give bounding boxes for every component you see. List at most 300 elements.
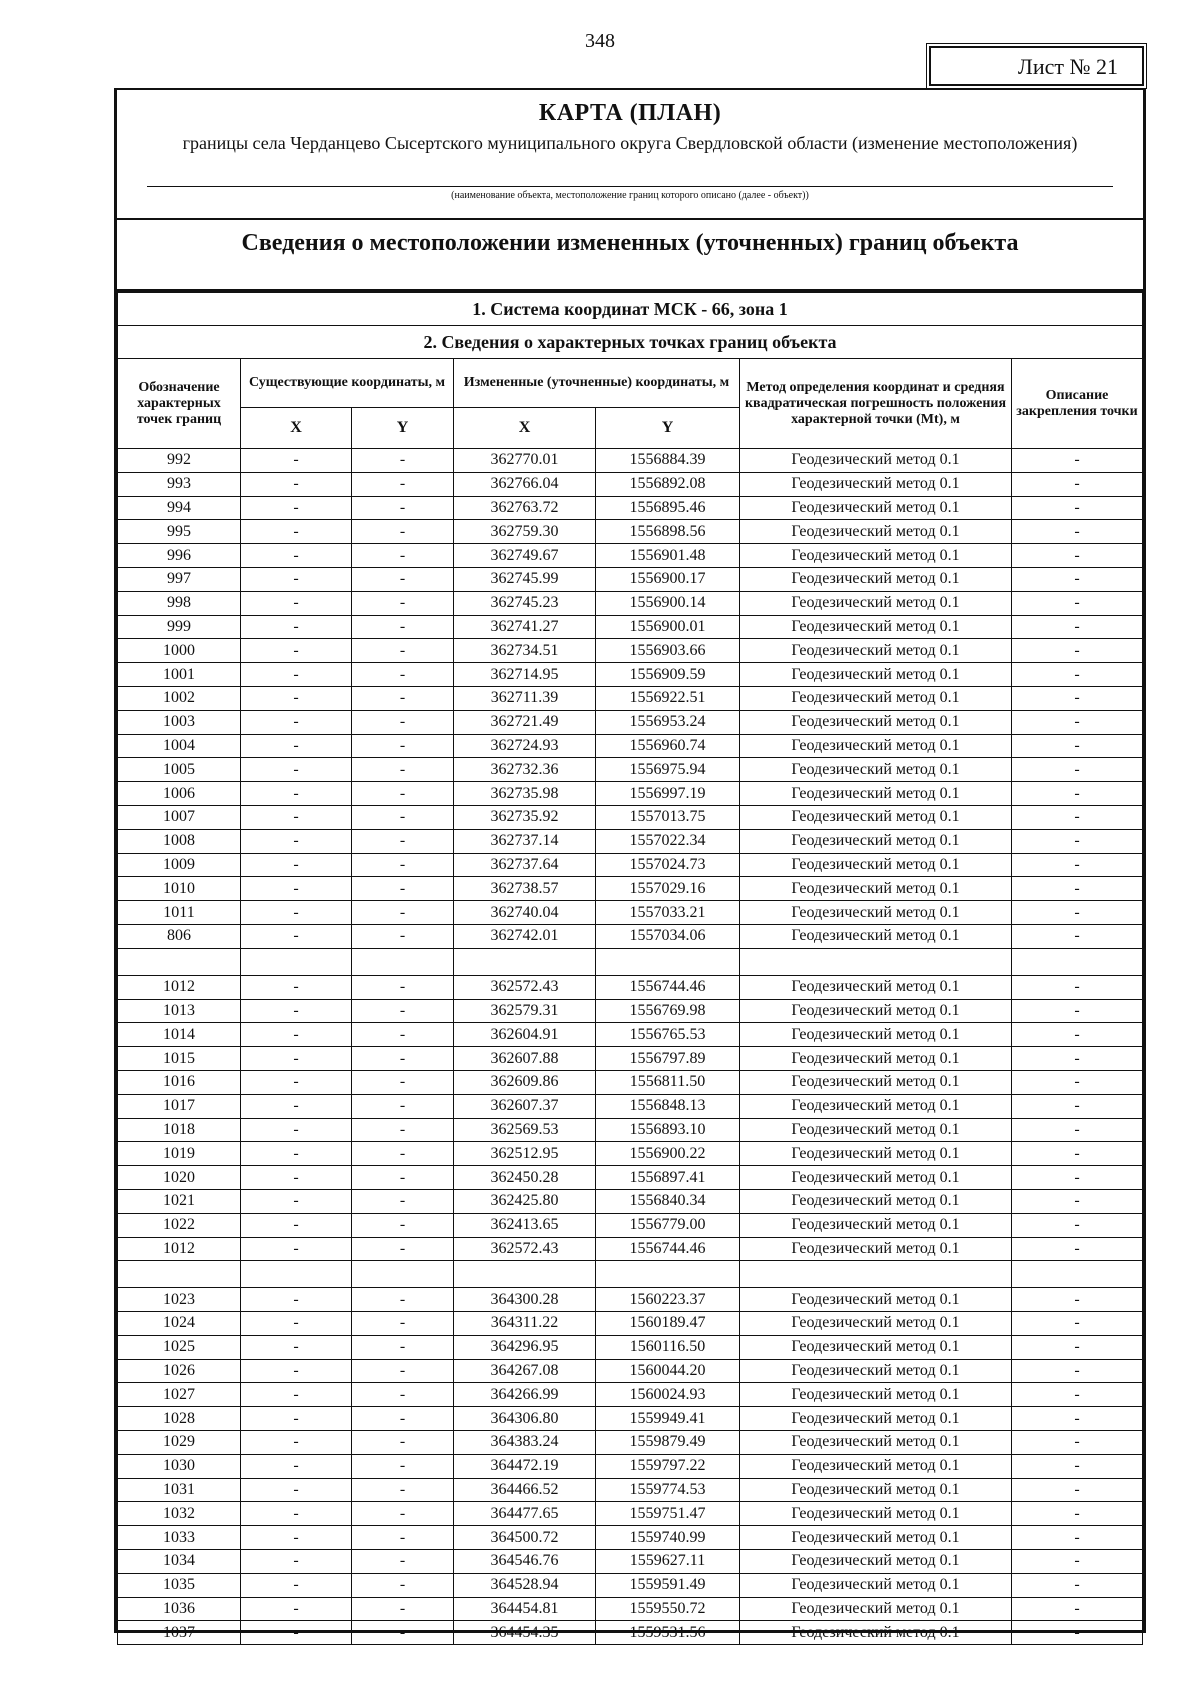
cell-existing-y: - [352, 734, 454, 758]
cell-method: Геодезический метод 0.1 [740, 615, 1012, 639]
cell-fixing: - [1012, 663, 1143, 687]
cell-existing-y: - [352, 615, 454, 639]
cell-method: Геодезический метод 0.1 [740, 1431, 1012, 1455]
cell-changed-x: 362737.14 [454, 829, 596, 853]
cell-method: Геодезический метод 0.1 [740, 663, 1012, 687]
cell-changed-x: 362734.51 [454, 639, 596, 663]
cell-changed-y: 1557022.34 [596, 829, 740, 853]
cell-existing-x: - [241, 1166, 352, 1190]
cell-method: Геодезический метод 0.1 [740, 805, 1012, 829]
table-row [118, 805, 1143, 829]
cell-changed-y: 1559797.22 [596, 1454, 740, 1478]
cell-method: Геодезический метод 0.1 [740, 1359, 1012, 1383]
cell-changed-y: 1559949.41 [596, 1407, 740, 1431]
cell-changed-y: 1556884.39 [596, 449, 740, 473]
table-row [118, 1047, 1143, 1071]
col-changed-header: Измененные (уточненные) координаты, м [454, 359, 740, 408]
cell-existing-y: - [352, 1526, 454, 1550]
table-row [118, 639, 1143, 663]
table-row [118, 1383, 1143, 1407]
cell-existing-x: - [241, 734, 352, 758]
cell-existing-y: - [352, 1383, 454, 1407]
cell-fixing [1012, 1261, 1143, 1288]
cell-changed-x: 364528.94 [454, 1573, 596, 1597]
cell-fixing: - [1012, 782, 1143, 806]
cell-point-id: 1014 [118, 1023, 241, 1047]
cell-changed-x: 362724.93 [454, 734, 596, 758]
table-row [118, 1094, 1143, 1118]
cell-point-id: 998 [118, 591, 241, 615]
cell-point-id: 1001 [118, 663, 241, 687]
table-spacer-row [118, 1261, 1143, 1288]
cell-changed-y: 1560044.20 [596, 1359, 740, 1383]
cell-changed-y: 1559591.49 [596, 1573, 740, 1597]
cell-changed-y: 1556895.46 [596, 496, 740, 520]
cell-changed-x: 362607.37 [454, 1094, 596, 1118]
cell-point-id: 1022 [118, 1213, 241, 1237]
cell-changed-y: 1560116.50 [596, 1335, 740, 1359]
cell-point-id: 1017 [118, 1094, 241, 1118]
cell-point-id: 1021 [118, 1189, 241, 1213]
cell-existing-x [241, 948, 352, 975]
cell-existing-y: - [352, 853, 454, 877]
cell-changed-x: 362569.53 [454, 1118, 596, 1142]
cell-method: Геодезический метод 0.1 [740, 1454, 1012, 1478]
cell-fixing: - [1012, 805, 1143, 829]
cell-method: Геодезический метод 0.1 [740, 1288, 1012, 1312]
col-existing-x-header: X [241, 408, 352, 449]
cell-changed-y: 1556900.17 [596, 567, 740, 591]
cell-existing-y: - [352, 591, 454, 615]
cell-existing-x: - [241, 1502, 352, 1526]
cell-method: Геодезический метод 0.1 [740, 472, 1012, 496]
cell-method: Геодезический метод 0.1 [740, 734, 1012, 758]
cell-changed-x: 362766.04 [454, 472, 596, 496]
document-frame [114, 88, 1146, 1641]
cell-existing-x: - [241, 924, 352, 948]
cell-method [740, 1261, 1012, 1288]
cell-changed-y: 1556897.41 [596, 1166, 740, 1190]
cell-method: Геодезический метод 0.1 [740, 449, 1012, 473]
cell-method: Геодезический метод 0.1 [740, 1526, 1012, 1550]
cell-existing-x: - [241, 758, 352, 782]
cell-existing-y: - [352, 544, 454, 568]
cell-point-id: 995 [118, 520, 241, 544]
cell-changed-x: 362512.95 [454, 1142, 596, 1166]
cell-fixing: - [1012, 829, 1143, 853]
cell-changed-y: 1556898.56 [596, 520, 740, 544]
cell-point-id: 994 [118, 496, 241, 520]
cell-point-id: 1011 [118, 901, 241, 925]
cell-method: Геодезический метод 0.1 [740, 877, 1012, 901]
table-row [118, 1597, 1143, 1621]
cell-changed-x: 362735.92 [454, 805, 596, 829]
cell-existing-x: - [241, 1359, 352, 1383]
cell-existing-x: - [241, 1550, 352, 1574]
cell-method: Геодезический метод 0.1 [740, 829, 1012, 853]
points-heading: 2. Сведения о характерных точках границ объекта [118, 326, 1143, 359]
cell-changed-y: 1556975.94 [596, 758, 740, 782]
cell-existing-x: - [241, 1023, 352, 1047]
cell-existing-x: - [241, 663, 352, 687]
cell-fixing: - [1012, 1383, 1143, 1407]
cell-existing-x: - [241, 1526, 352, 1550]
cell-existing-y: - [352, 1573, 454, 1597]
cell-existing-x: - [241, 901, 352, 925]
cell-changed-x: 362735.98 [454, 782, 596, 806]
cell-existing-y: - [352, 1550, 454, 1574]
cell-changed-x: 362714.95 [454, 663, 596, 687]
cell-existing-y: - [352, 1118, 454, 1142]
cell-fixing: - [1012, 877, 1143, 901]
page-number: 348 [585, 30, 615, 52]
cell-fixing: - [1012, 1166, 1143, 1190]
table-row [118, 1023, 1143, 1047]
cell-changed-y: 1557034.06 [596, 924, 740, 948]
cell-existing-y: - [352, 710, 454, 734]
cell-point-id: 1035 [118, 1573, 241, 1597]
table-row [118, 1288, 1143, 1312]
cell-point-id: 1033 [118, 1526, 241, 1550]
cell-method [740, 948, 1012, 975]
cell-point-id: 1037 [118, 1621, 241, 1645]
table-row [118, 710, 1143, 734]
cell-existing-y: - [352, 1023, 454, 1047]
cell-existing-x: - [241, 1621, 352, 1645]
table-row [118, 472, 1143, 496]
cell-changed-y: 1556903.66 [596, 639, 740, 663]
cell-point-id: 993 [118, 472, 241, 496]
cell-fixing: - [1012, 853, 1143, 877]
cell-method: Геодезический метод 0.1 [740, 496, 1012, 520]
cell-fixing: - [1012, 1359, 1143, 1383]
table-row [118, 1335, 1143, 1359]
cell-existing-x: - [241, 472, 352, 496]
cell-fixing: - [1012, 496, 1143, 520]
table-row [118, 829, 1143, 853]
cell-existing-y: - [352, 877, 454, 901]
cell-existing-y: - [352, 1621, 454, 1645]
cell-fixing: - [1012, 1237, 1143, 1261]
cell-changed-x: 362763.72 [454, 496, 596, 520]
cell-method: Геодезический метод 0.1 [740, 1094, 1012, 1118]
cell-changed-x: 364311.22 [454, 1312, 596, 1336]
cell-method: Геодезический метод 0.1 [740, 1573, 1012, 1597]
table-row [118, 591, 1143, 615]
cell-existing-y: - [352, 1288, 454, 1312]
cell-existing-y: - [352, 1094, 454, 1118]
cell-existing-y [352, 1261, 454, 1288]
cell-changed-y: 1556769.98 [596, 999, 740, 1023]
cell-changed-y: 1556960.74 [596, 734, 740, 758]
cell-method: Геодезический метод 0.1 [740, 1621, 1012, 1645]
cell-changed-x: 362604.91 [454, 1023, 596, 1047]
cell-point-id: 1018 [118, 1118, 241, 1142]
underline-divider [147, 186, 1113, 187]
cell-point-id: 996 [118, 544, 241, 568]
cell-fixing: - [1012, 567, 1143, 591]
cell-existing-y: - [352, 686, 454, 710]
cell-method: Геодезический метод 0.1 [740, 686, 1012, 710]
cell-point-id: 1023 [118, 1288, 241, 1312]
cell-point-id: 1029 [118, 1431, 241, 1455]
col-method-header: Метод определения координат и средняя квадратическая погрешность положения характерной точки (Mt), м [740, 359, 1012, 449]
cell-existing-x: - [241, 496, 352, 520]
cell-changed-y: 1556811.50 [596, 1070, 740, 1094]
cell-point-id: 1016 [118, 1070, 241, 1094]
table-row [118, 734, 1143, 758]
cell-changed-x: 364266.99 [454, 1383, 596, 1407]
cell-changed-x: 362732.36 [454, 758, 596, 782]
cell-changed-x: 364300.28 [454, 1288, 596, 1312]
cell-fixing: - [1012, 734, 1143, 758]
table-row [118, 1621, 1143, 1645]
table-row [118, 1407, 1143, 1431]
cell-method: Геодезический метод 0.1 [740, 1070, 1012, 1094]
cell-point-id: 1007 [118, 805, 241, 829]
cell-point-id: 1000 [118, 639, 241, 663]
object-caption-note: (наименование объекта, местоположение границ которого описано (далее - объект)) [451, 190, 809, 201]
cell-changed-x: 362759.30 [454, 520, 596, 544]
cell-changed-x: 364546.76 [454, 1550, 596, 1574]
cell-existing-x: - [241, 829, 352, 853]
cell-changed-y: 1560223.37 [596, 1288, 740, 1312]
cell-point-id: 1032 [118, 1502, 241, 1526]
cell-changed-x: 362572.43 [454, 975, 596, 999]
cell-changed-y: 1556900.14 [596, 591, 740, 615]
cell-changed-x: 362740.04 [454, 901, 596, 925]
cell-changed-x: 364472.19 [454, 1454, 596, 1478]
cell-changed-x: 362572.43 [454, 1237, 596, 1261]
cell-changed-x: 364500.72 [454, 1526, 596, 1550]
cell-existing-x: - [241, 1312, 352, 1336]
cell-existing-x: - [241, 877, 352, 901]
table-row [118, 615, 1143, 639]
cell-existing-y [352, 948, 454, 975]
cell-fixing: - [1012, 449, 1143, 473]
cell-fixing: - [1012, 520, 1143, 544]
cell-existing-x [241, 1261, 352, 1288]
cell-fixing: - [1012, 1047, 1143, 1071]
cell-existing-y: - [352, 1312, 454, 1336]
cell-existing-x: - [241, 1478, 352, 1502]
cell-existing-y: - [352, 1335, 454, 1359]
cell-existing-x: - [241, 1047, 352, 1071]
coordinate-system-label: 1. Система координат МСК - 66, зона 1 [118, 293, 1143, 326]
cell-changed-x [454, 948, 596, 975]
cell-method: Геодезический метод 0.1 [740, 639, 1012, 663]
cell-changed-y: 1556901.48 [596, 544, 740, 568]
cell-changed-y: 1559740.99 [596, 1526, 740, 1550]
cell-fixing: - [1012, 1573, 1143, 1597]
cell-changed-x: 362737.64 [454, 853, 596, 877]
cell-method: Геодезический метод 0.1 [740, 1237, 1012, 1261]
cell-point-id: 1003 [118, 710, 241, 734]
cell-method: Геодезический метод 0.1 [740, 591, 1012, 615]
cell-existing-x: - [241, 1335, 352, 1359]
cell-fixing: - [1012, 1189, 1143, 1213]
cell-method: Геодезический метод 0.1 [740, 1047, 1012, 1071]
cell-point-id [118, 948, 241, 975]
cell-point-id: 1012 [118, 975, 241, 999]
cell-existing-x: - [241, 686, 352, 710]
cell-changed-y: 1556744.46 [596, 1237, 740, 1261]
cell-existing-y: - [352, 1142, 454, 1166]
cell-existing-x: - [241, 520, 352, 544]
table-row [118, 1312, 1143, 1336]
cell-changed-y: 1556922.51 [596, 686, 740, 710]
cell-changed-y: 1556779.00 [596, 1213, 740, 1237]
cell-method: Геодезический метод 0.1 [740, 782, 1012, 806]
cell-existing-x: - [241, 1213, 352, 1237]
cell-changed-y: 1560189.47 [596, 1312, 740, 1336]
cell-fixing: - [1012, 544, 1143, 568]
cell-existing-y: - [352, 1478, 454, 1502]
cell-changed-y [596, 948, 740, 975]
table-row [118, 1142, 1143, 1166]
cell-existing-y: - [352, 829, 454, 853]
cell-fixing [1012, 948, 1143, 975]
cell-changed-y: 1557024.73 [596, 853, 740, 877]
title-block [117, 90, 1143, 220]
table-row [118, 901, 1143, 925]
cell-method: Геодезический метод 0.1 [740, 1023, 1012, 1047]
cell-changed-x: 362579.31 [454, 999, 596, 1023]
cell-point-id: 1005 [118, 758, 241, 782]
cell-fixing: - [1012, 1312, 1143, 1336]
cell-method: Геодезический метод 0.1 [740, 1189, 1012, 1213]
cell-point-id: 1031 [118, 1478, 241, 1502]
sheet-number-box: Лист № 21 [929, 46, 1144, 86]
cell-existing-x: - [241, 615, 352, 639]
cell-point-id: 1015 [118, 1047, 241, 1071]
table-row [118, 1118, 1143, 1142]
cell-existing-y: - [352, 758, 454, 782]
table-row [118, 544, 1143, 568]
cell-existing-x: - [241, 1597, 352, 1621]
table-row [118, 924, 1143, 948]
cell-existing-y: - [352, 472, 454, 496]
cell-fixing: - [1012, 1142, 1143, 1166]
cell-changed-y: 1559627.11 [596, 1550, 740, 1574]
cell-changed-x: 362770.01 [454, 449, 596, 473]
cell-fixing: - [1012, 472, 1143, 496]
cell-method: Геодезический метод 0.1 [740, 710, 1012, 734]
cell-point-id: 1010 [118, 877, 241, 901]
cell-existing-y: - [352, 1047, 454, 1071]
cell-changed-y: 1556900.22 [596, 1142, 740, 1166]
table-row [118, 1166, 1143, 1190]
cell-existing-y: - [352, 901, 454, 925]
table-row [118, 1502, 1143, 1526]
table-spacer-row [118, 948, 1143, 975]
cell-changed-x: 362745.23 [454, 591, 596, 615]
cell-fixing: - [1012, 639, 1143, 663]
cell-method: Геодезический метод 0.1 [740, 758, 1012, 782]
cell-changed-x: 364296.95 [454, 1335, 596, 1359]
cell-existing-y: - [352, 1213, 454, 1237]
cell-changed-y: 1556797.89 [596, 1047, 740, 1071]
cell-point-id: 806 [118, 924, 241, 948]
cell-existing-x: - [241, 591, 352, 615]
cell-changed-x: 364454.81 [454, 1597, 596, 1621]
cell-method: Геодезический метод 0.1 [740, 1166, 1012, 1190]
cell-changed-x: 362741.27 [454, 615, 596, 639]
cell-point-id: 1008 [118, 829, 241, 853]
cell-existing-y: - [352, 496, 454, 520]
cell-existing-x: - [241, 1189, 352, 1213]
cell-existing-y: - [352, 520, 454, 544]
cell-fixing: - [1012, 924, 1143, 948]
cell-existing-y: - [352, 924, 454, 948]
cell-existing-x: - [241, 975, 352, 999]
cell-point-id: 1019 [118, 1142, 241, 1166]
table-row [118, 1454, 1143, 1478]
cell-changed-y: 1556765.53 [596, 1023, 740, 1047]
cell-existing-y: - [352, 567, 454, 591]
cell-existing-y: - [352, 1597, 454, 1621]
cell-changed-x: 362749.67 [454, 544, 596, 568]
cell-existing-x: - [241, 1454, 352, 1478]
cell-fixing: - [1012, 758, 1143, 782]
table-row [118, 853, 1143, 877]
table-row [118, 520, 1143, 544]
cell-existing-x: - [241, 805, 352, 829]
cell-existing-y: - [352, 1407, 454, 1431]
cell-existing-y: - [352, 449, 454, 473]
cell-changed-y: 1559751.47 [596, 1502, 740, 1526]
cell-changed-x: 362450.28 [454, 1166, 596, 1190]
cell-changed-y: 1556953.24 [596, 710, 740, 734]
cell-method: Геодезический метод 0.1 [740, 520, 1012, 544]
table-row [118, 1070, 1143, 1094]
cell-fixing: - [1012, 1118, 1143, 1142]
cell-existing-x: - [241, 710, 352, 734]
cell-method: Геодезический метод 0.1 [740, 1312, 1012, 1336]
cell-existing-x: - [241, 1431, 352, 1455]
cell-fixing: - [1012, 710, 1143, 734]
cell-existing-y: - [352, 1166, 454, 1190]
cell-fixing: - [1012, 1094, 1143, 1118]
cell-fixing: - [1012, 615, 1143, 639]
cell-existing-x: - [241, 1383, 352, 1407]
cell-fixing: - [1012, 1621, 1143, 1645]
cell-existing-y: - [352, 1070, 454, 1094]
cell-existing-x: - [241, 1288, 352, 1312]
cell-fixing: - [1012, 999, 1143, 1023]
cell-existing-y: - [352, 1502, 454, 1526]
cell-existing-y: - [352, 999, 454, 1023]
cell-changed-x: 364477.65 [454, 1502, 596, 1526]
cell-point-id: 1013 [118, 999, 241, 1023]
table-row [118, 782, 1143, 806]
cell-point-id: 1020 [118, 1166, 241, 1190]
cell-method: Геодезический метод 0.1 [740, 901, 1012, 925]
cell-point-id: 1028 [118, 1407, 241, 1431]
cell-existing-x: - [241, 1573, 352, 1597]
cell-existing-y: - [352, 1359, 454, 1383]
col-existing-y-header: Y [352, 408, 454, 449]
cell-changed-x: 364383.24 [454, 1431, 596, 1455]
col-existing-header: Существующие координаты, м [241, 359, 454, 408]
cell-existing-y: - [352, 1454, 454, 1478]
table-row [118, 1573, 1143, 1597]
cell-method: Геодезический метод 0.1 [740, 1478, 1012, 1502]
table-row [118, 1237, 1143, 1261]
table-row [118, 1550, 1143, 1574]
cell-point-id: 1030 [118, 1454, 241, 1478]
cell-existing-x: - [241, 639, 352, 663]
